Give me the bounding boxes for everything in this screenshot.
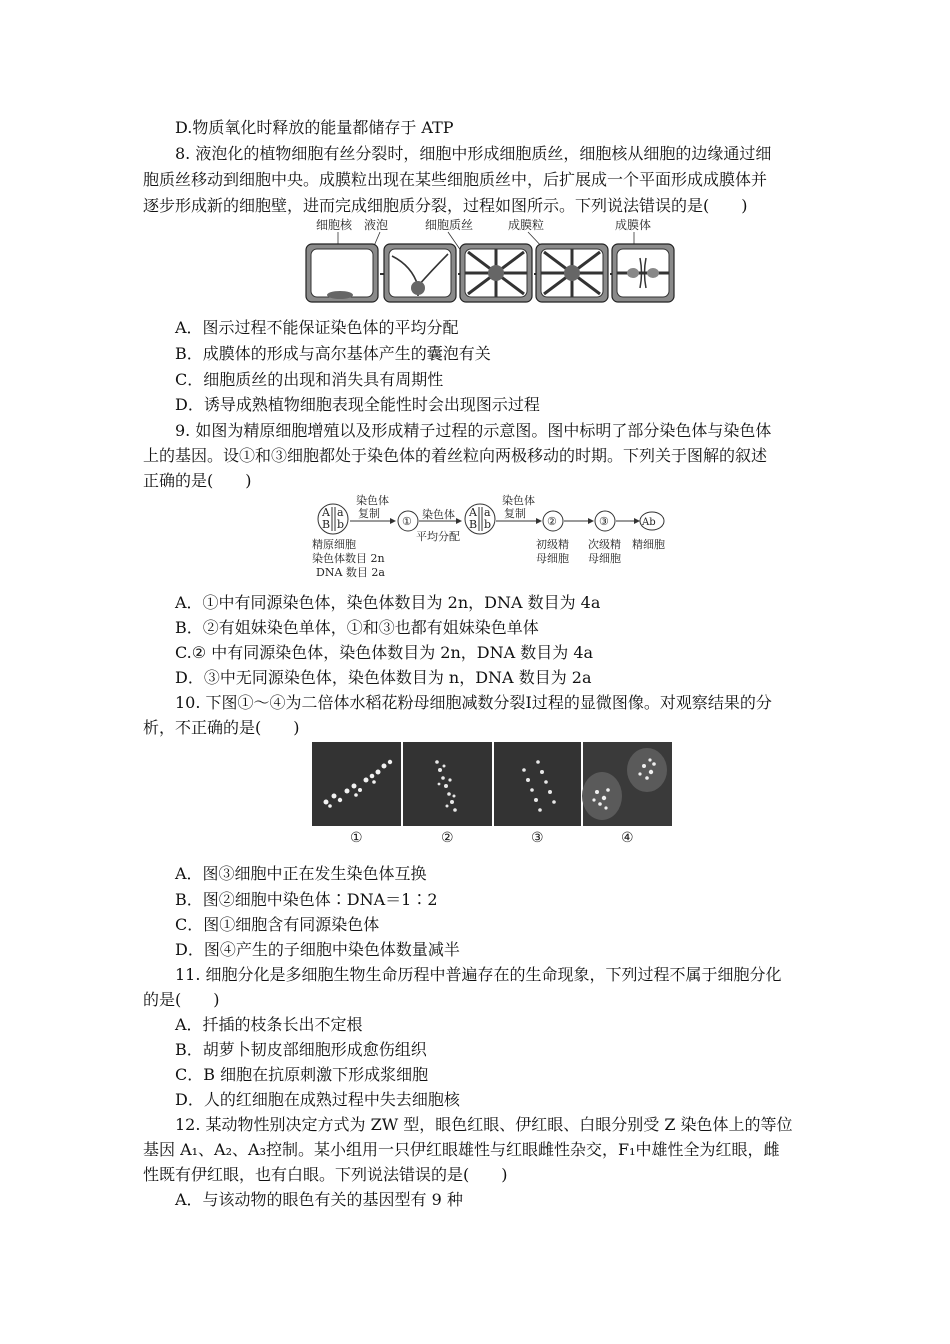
- q11-option-c: C．B 细胞在抗原刺激下形成浆细胞: [175, 1065, 429, 1084]
- q9-gene-b: b: [337, 518, 345, 531]
- q9-step2-line2: 平均分配: [416, 530, 460, 543]
- q9-step1-line1: 染色体: [356, 494, 389, 507]
- q12-stem-3: 性既有伊红眼，也有白眼。下列说法错误的是( ): [143, 1165, 508, 1184]
- q9-gene-A: A: [322, 506, 330, 519]
- q9-label-secondary-2: 母细胞: [588, 552, 621, 565]
- svg-text:B: B: [469, 518, 478, 531]
- q9-step2-line1: 染色体: [422, 508, 455, 521]
- q9-label-primary-1: 初级精: [536, 538, 569, 551]
- q10-option-b: B．图②细胞中染色体∶DNA＝1∶2: [175, 890, 438, 909]
- q9-spermatogenesis-figure: [310, 490, 680, 586]
- q9-option-d: D．③中无同源染色体，染色体数目为 n，DNA 数目为 2a: [175, 668, 592, 687]
- q8-cytokinesis-figure: [300, 216, 680, 304]
- q10-option-a: A．图③细胞中正在发生染色体互换: [175, 864, 427, 883]
- q11-option-d: D．人的红细胞在成熟过程中失去细胞核: [175, 1090, 460, 1109]
- q9-step3-line2: 复制: [504, 507, 526, 520]
- q10-stem-2: 析，不正确的是( ): [143, 718, 300, 737]
- q11-stem-1: 11. 细胞分化是多细胞生物生命历程中普遍存在的生命现象，下列过程不属于细胞分化: [175, 965, 782, 984]
- svg-text:a: a: [484, 506, 491, 519]
- q9-label-secondary-1: 次级精: [588, 538, 621, 551]
- q9-stem-1: 9. 如图为精原细胞增殖以及形成精子过程的示意图。图中标明了部分染色体与染色体: [175, 421, 772, 440]
- q10-micrograph-1: [312, 742, 401, 826]
- q10-micrograph-4: [582, 742, 672, 826]
- q10-option-c: C．图①细胞含有同源染色体: [175, 915, 380, 934]
- svg-text:b: b: [484, 518, 492, 531]
- q9-gene-B: B: [322, 518, 331, 531]
- q10-label-2: ②: [441, 830, 454, 846]
- q9-option-a: A．①中有同源染色体，染色体数目为 2n，DNA 数目为 4a: [175, 593, 601, 612]
- q8-label-vacuole: 液泡: [364, 218, 389, 232]
- q10-micrograph-figure: [312, 740, 672, 850]
- q8-stem-3: 逐步形成新的细胞壁，进而完成细胞质分裂，过程如图所示。下列说法错误的是( ): [143, 196, 748, 215]
- q9-label-chromosome-count: 染色体数目 2n: [312, 552, 385, 565]
- q8-label-cytoplasmic-strand: 细胞质丝: [425, 218, 474, 232]
- q8-option-b: B．成膜体的形成与高尔基体产生的囊泡有关: [175, 344, 491, 363]
- q9-step1-line2: 复制: [358, 507, 380, 520]
- q9-label-dna-count: DNA 数目 2a: [316, 566, 385, 579]
- q12-stem-1: 12. 某动物性别决定方式为 ZW 型，眼色红眼、伊红眼、白眼分别受 Z 染色体上的等位: [175, 1115, 793, 1134]
- q9-cell-2: ②: [547, 515, 557, 528]
- q8-label-phragmosome-granule: 成膜粒: [508, 218, 545, 232]
- q8-stem-2: 胞质丝移动到细胞中央。成膜粒出现在某些细胞质丝中，后扩展成一个平面形成成膜体并: [143, 170, 768, 189]
- q9-gene-a: a: [337, 506, 344, 519]
- q11-option-a: A．扦插的枝条长出不定根: [175, 1015, 363, 1034]
- q9-cell-1: ①: [402, 515, 412, 528]
- q8-cell-2: [384, 244, 456, 302]
- q10-label-3: ③: [531, 830, 544, 846]
- q8-option-a: A．图示过程不能保证染色体的平均分配: [175, 318, 459, 337]
- q9-option-c: C.② 中有同源染色体，染色体数目为 2n，DNA 数目为 4a: [175, 643, 594, 662]
- q12-option-a: A．与该动物的眼色有关的基因型有 9 种: [175, 1190, 463, 1209]
- q8-stem-1: 8. 液泡化的植物细胞有丝分裂时，细胞中形成细胞质丝，细胞核从细胞的边缘通过细: [175, 144, 772, 163]
- q9-option-b: B．②有姐妹染色单体，①和③也都有姐妹染色单体: [175, 618, 539, 637]
- q8-cell-1: [306, 244, 378, 302]
- q11-option-b: B．胡萝卜韧皮部细胞形成愈伤组织: [175, 1040, 427, 1059]
- q10-micrograph-2: [403, 742, 492, 826]
- q8-cell-3: [460, 244, 532, 302]
- svg-text:A: A: [469, 506, 477, 519]
- q9-sperm-genes: Ab: [642, 517, 656, 528]
- q9-label-spermatogonium: 精原细胞: [312, 538, 356, 551]
- q9-stem-3: 正确的是( ): [143, 471, 252, 490]
- q9-step3-line1: 染色体: [502, 494, 535, 507]
- q7-option-d: D.物质氧化时释放的能量都储存于 ATP: [175, 118, 454, 137]
- q9-cell-3: ③: [599, 515, 609, 528]
- q9-label-spermatid: 精细胞: [632, 538, 665, 551]
- q11-stem-2: 的是( ): [143, 990, 220, 1009]
- q8-cell-4: [536, 244, 608, 302]
- q10-option-d: D．图④产生的子细胞中染色体数量减半: [175, 940, 460, 959]
- q8-label-phragmoplast: 成膜体: [615, 218, 652, 232]
- q12-stem-2: 基因 A₁、A₂、A₃控制。某小组用一只伊红眼雄性与红眼雌性杂交，F₁中雄性全为红眼，雌: [143, 1140, 780, 1159]
- q8-option-c: C．细胞质丝的出现和消失具有周期性: [175, 370, 444, 389]
- q10-label-4: ④: [621, 830, 634, 846]
- q10-micrograph-3: [494, 742, 581, 826]
- q10-label-1: ①: [350, 830, 363, 846]
- q9-label-primary-2: 母细胞: [536, 552, 569, 565]
- q9-stem-2: 上的基因。设①和③细胞都处于染色体的着丝粒向两极移动的时期。下列关于图解的叙述: [143, 446, 768, 465]
- q8-option-d: D．诱导成熟植物细胞表现全能性时会出现图示过程: [175, 395, 540, 414]
- q8-cell-5: [612, 244, 674, 302]
- q10-stem-1: 10. 下图①～④为二倍体水稻花粉母细胞减数分裂Ⅰ过程的显微图像。对观察结果的分: [175, 693, 772, 712]
- q8-label-nucleus: 细胞核: [316, 218, 353, 232]
